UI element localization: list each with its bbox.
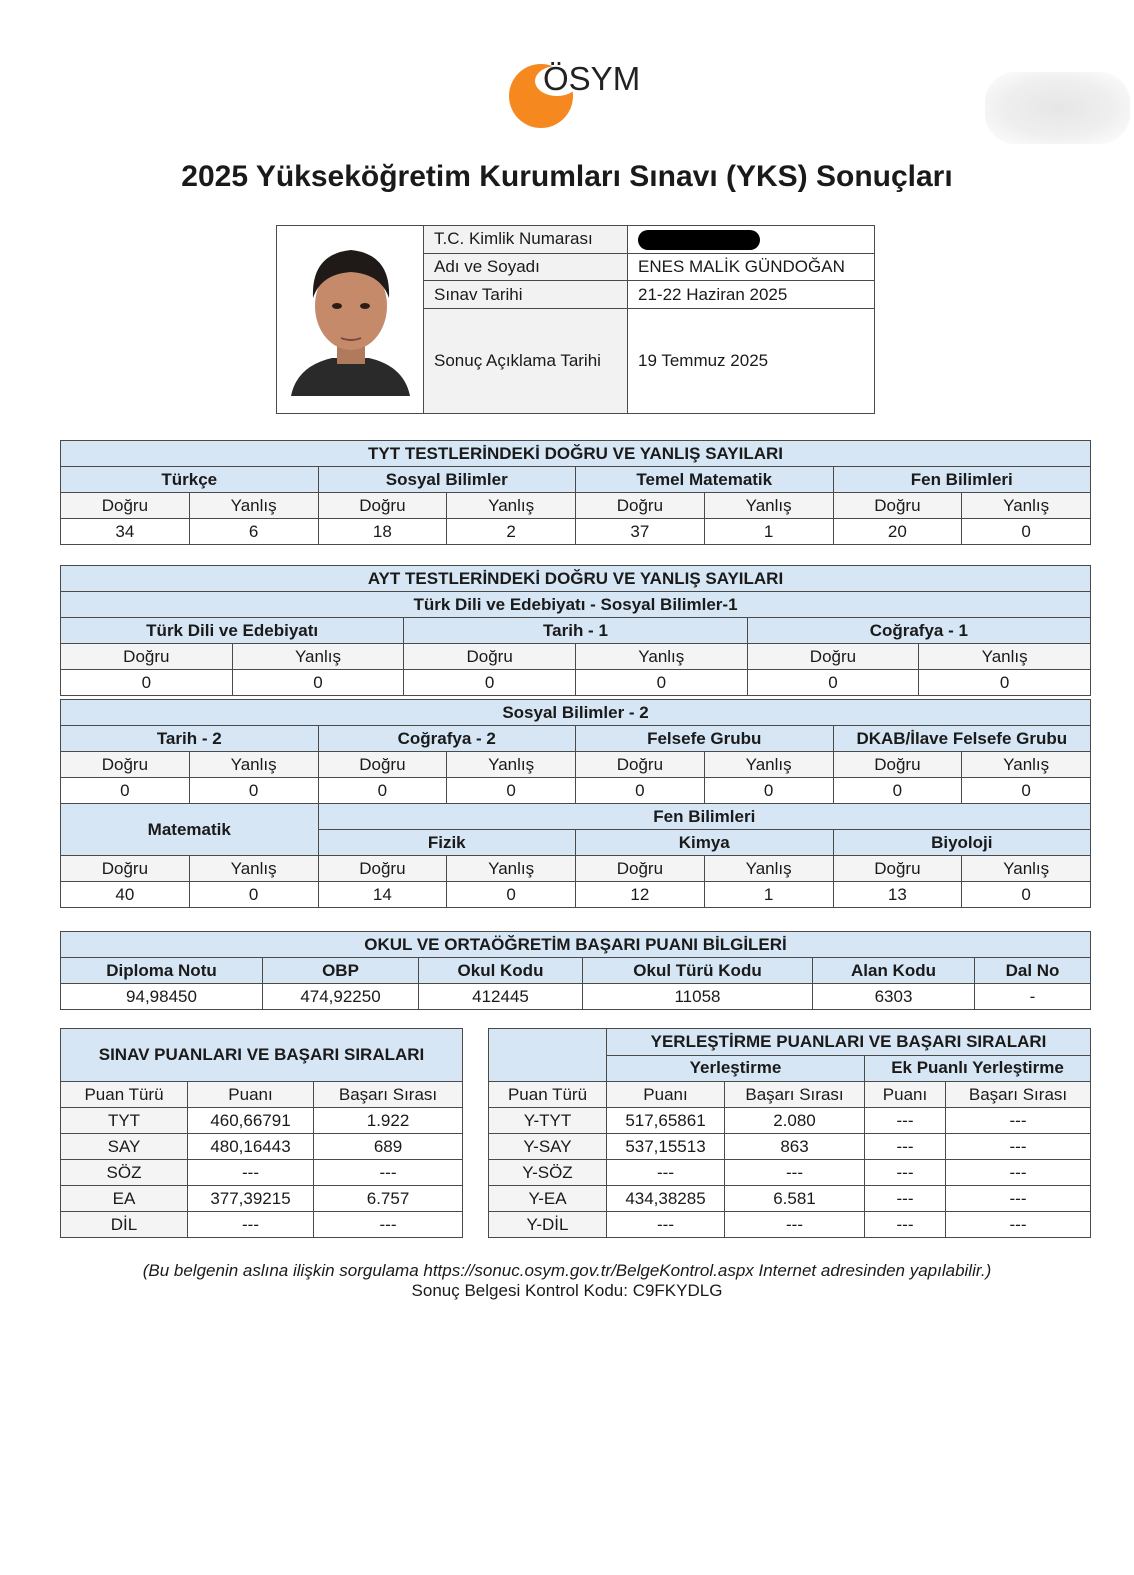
ayt-value: 14 <box>318 882 447 908</box>
yanlis-header: Yanlış <box>962 856 1091 882</box>
ayt-subject: Tarih - 1 <box>404 618 747 644</box>
yer-header: Başarı Sırası <box>725 1082 865 1108</box>
ayt-subject: Felsefe Grubu <box>576 726 834 752</box>
okul-title: OKUL VE ORTAÖĞRETİM BAŞARI PUANI BİLGİLERİ <box>61 932 1091 958</box>
yanlis-header: Yanlış <box>447 856 576 882</box>
tyt-value: 34 <box>61 519 190 545</box>
dogru-header: Doğru <box>833 752 962 778</box>
puan-turu: DİL <box>61 1212 188 1238</box>
exam-date-value: 21-22 Haziran 2025 <box>628 281 875 309</box>
yer-header: Başarı Sırası <box>946 1082 1091 1108</box>
tyt-value: 1 <box>704 519 833 545</box>
dogru-header: Doğru <box>318 856 447 882</box>
puan-value: 517,65861 <box>607 1108 725 1134</box>
dogru-header: Doğru <box>61 644 233 670</box>
okul-header: Alan Kodu <box>813 958 975 984</box>
sira-value: --- <box>314 1212 463 1238</box>
yerlestirme-table <box>488 1028 1091 1238</box>
tc-label: T.C. Kimlik Numarası <box>424 226 628 254</box>
ayt-value: 0 <box>447 778 576 804</box>
tyt-value: 37 <box>576 519 705 545</box>
okul-value: 11058 <box>583 984 813 1010</box>
puan-turu: TYT <box>61 1108 188 1134</box>
okul-header: Okul Türü Kodu <box>583 958 813 984</box>
ek-sira-value: --- <box>946 1108 1091 1134</box>
puan-turu: Y-TYT <box>489 1108 607 1134</box>
puan-value: 480,16443 <box>188 1134 314 1160</box>
name-value: ENES MALİK GÜNDOĞAN <box>628 253 875 281</box>
tyt-title: TYT TESTLERİNDEKİ DOĞRU VE YANLIŞ SAYILARI <box>61 441 1091 467</box>
okul-header: Okul Kodu <box>419 958 583 984</box>
tyt-subject: Türkçe <box>61 467 319 493</box>
dogru-header: Doğru <box>747 644 919 670</box>
dogru-header: Doğru <box>61 493 190 519</box>
okul-value: 412445 <box>419 984 583 1010</box>
dogru-header: Doğru <box>61 856 190 882</box>
sinav-header: Başarı Sırası <box>314 1082 463 1108</box>
ayt-value: 0 <box>575 670 747 696</box>
candidate-photo <box>277 226 424 414</box>
puan-turu: Y-SÖZ <box>489 1160 607 1186</box>
ayt-subject: Biyoloji <box>833 830 1091 856</box>
yer-header: Puanı <box>865 1082 946 1108</box>
okul-value: - <box>975 984 1091 1010</box>
puan-turu: EA <box>61 1186 188 1212</box>
dogru-header: Doğru <box>833 856 962 882</box>
ayt-value: 1 <box>704 882 833 908</box>
dogru-header: Doğru <box>576 752 705 778</box>
osym-logo <box>505 60 655 132</box>
name-label: Adı ve Soyadı <box>424 253 628 281</box>
ek-sira-value: --- <box>946 1134 1091 1160</box>
result-date-label: Sonuç Açıklama Tarihi <box>424 308 628 413</box>
sinav-header: Puan Türü <box>61 1082 188 1108</box>
candidate-info-table <box>276 225 875 414</box>
yanlis-header: Yanlış <box>704 856 833 882</box>
ek-sira-value: --- <box>946 1212 1091 1238</box>
dogru-header: Doğru <box>576 856 705 882</box>
puan-value: --- <box>607 1212 725 1238</box>
ayt-fen-title: Fen Bilimleri <box>318 804 1091 830</box>
ayt-value: 12 <box>576 882 705 908</box>
logo-text: ÖSYM <box>543 60 641 97</box>
yanlis-header: Yanlış <box>962 493 1091 519</box>
puan-value: 460,66791 <box>188 1108 314 1134</box>
yerlestirme-title: YERLEŞTİRME PUANLARI VE BAŞARI SIRALARI <box>607 1029 1091 1056</box>
redacted-id <box>638 230 760 250</box>
yanlis-header: Yanlış <box>447 752 576 778</box>
ek-sira-value: --- <box>946 1186 1091 1212</box>
sira-value: 6.581 <box>725 1186 865 1212</box>
dogru-header: Doğru <box>576 493 705 519</box>
sira-value: 689 <box>314 1134 463 1160</box>
sira-value: --- <box>725 1212 865 1238</box>
ayt-value: 0 <box>919 670 1091 696</box>
ayt-group1-title: Türk Dili ve Edebiyatı - Sosyal Bilimler-1 <box>61 592 1091 618</box>
yanlis-header: Yanlış <box>232 644 404 670</box>
ayt-table-group1 <box>60 565 1091 696</box>
ek-sira-value: --- <box>946 1160 1091 1186</box>
footer <box>0 1261 1134 1301</box>
tyt-value: 20 <box>833 519 962 545</box>
puan-turu: Y-EA <box>489 1186 607 1212</box>
ayt-value: 40 <box>61 882 190 908</box>
puan-value: --- <box>607 1160 725 1186</box>
ayt-subject: Tarih - 2 <box>61 726 319 752</box>
yanlis-header: Yanlış <box>189 493 318 519</box>
ayt-value: 0 <box>576 778 705 804</box>
ayt-value: 0 <box>962 778 1091 804</box>
ek-puan-value: --- <box>865 1212 946 1238</box>
dogru-header: Doğru <box>318 752 447 778</box>
yanlis-header: Yanlış <box>447 493 576 519</box>
yanlis-header: Yanlış <box>189 856 318 882</box>
ayt-value: 0 <box>232 670 404 696</box>
sira-value: 863 <box>725 1134 865 1160</box>
ayt-value: 0 <box>318 778 447 804</box>
ayt-value: 0 <box>704 778 833 804</box>
ayt-value: 0 <box>61 670 233 696</box>
puan-value: --- <box>188 1160 314 1186</box>
tyt-subject: Temel Matematik <box>576 467 834 493</box>
dogru-header: Doğru <box>318 493 447 519</box>
yanlis-header: Yanlış <box>575 644 747 670</box>
yerlestirme-sub: Yerleştirme <box>607 1055 865 1082</box>
sira-value: --- <box>314 1160 463 1186</box>
okul-header: Dal No <box>975 958 1091 984</box>
puan-turu: SAY <box>61 1134 188 1160</box>
puan-value: 537,15513 <box>607 1134 725 1160</box>
sira-value: 2.080 <box>725 1108 865 1134</box>
ayt-subject: Coğrafya - 1 <box>747 618 1090 644</box>
okul-table <box>60 931 1091 1010</box>
ayt-subject: Coğrafya - 2 <box>318 726 576 752</box>
yer-header: Puanı <box>607 1082 725 1108</box>
puan-value: 377,39215 <box>188 1186 314 1212</box>
yerlestirme-corner <box>489 1029 607 1082</box>
ayt-value: 0 <box>962 882 1091 908</box>
yanlis-header: Yanlış <box>189 752 318 778</box>
okul-value: 6303 <box>813 984 975 1010</box>
dogru-header: Doğru <box>61 752 190 778</box>
sinav-puan-table <box>60 1028 463 1238</box>
okul-header: Diploma Notu <box>61 958 263 984</box>
exam-date-label: Sınav Tarihi <box>424 281 628 309</box>
puan-value: --- <box>188 1212 314 1238</box>
control-code: Sonuç Belgesi Kontrol Kodu: C9FKYDLG <box>411 1281 723 1300</box>
okul-header: OBP <box>263 958 419 984</box>
blurred-area <box>985 72 1130 144</box>
portrait-image <box>277 226 424 408</box>
ayt-value: 0 <box>189 778 318 804</box>
sira-value: --- <box>725 1160 865 1186</box>
puan-value: 434,38285 <box>607 1186 725 1212</box>
tyt-value: 18 <box>318 519 447 545</box>
okul-value: 474,92250 <box>263 984 419 1010</box>
ayt-value: 13 <box>833 882 962 908</box>
yanlis-header: Yanlış <box>704 493 833 519</box>
tyt-value: 2 <box>447 519 576 545</box>
tc-value <box>628 226 875 254</box>
ayt-subject: DKAB/İlave Felsefe Grubu <box>833 726 1091 752</box>
ayt-group2-title: Sosyal Bilimler - 2 <box>61 700 1091 726</box>
ek-puanli-sub: Ek Puanlı Yerleştirme <box>865 1055 1091 1082</box>
footer-note: (Bu belgenin aslına ilişkin sorgulama https://sonuc.osym.gov.tr/BelgeKontrol.aspx Internet adresinden yapılabilir.) <box>142 1261 992 1280</box>
sinav-header: Puanı <box>188 1082 314 1108</box>
ek-puan-value: --- <box>865 1134 946 1160</box>
tyt-subject: Sosyal Bilimler <box>318 467 576 493</box>
ayt-subject: Fizik <box>318 830 576 856</box>
puan-turu: Y-DİL <box>489 1212 607 1238</box>
yanlis-header: Yanlış <box>919 644 1091 670</box>
ayt-title: AYT TESTLERİNDEKİ DOĞRU VE YANLIŞ SAYILARI <box>61 566 1091 592</box>
yanlis-header: Yanlış <box>704 752 833 778</box>
dogru-header: Doğru <box>833 493 962 519</box>
yer-header: Puan Türü <box>489 1082 607 1108</box>
ayt-value: 0 <box>189 882 318 908</box>
ayt-subject: Türk Dili ve Edebiyatı <box>61 618 404 644</box>
ayt-value: 0 <box>61 778 190 804</box>
ek-puan-value: --- <box>865 1108 946 1134</box>
tyt-table <box>60 440 1091 545</box>
ayt-math-title: Matematik <box>61 804 319 856</box>
page-title: 2025 Yükseköğretim Kurumları Sınavı (YKS) Sonuçları <box>181 160 953 193</box>
ek-puan-value: --- <box>865 1186 946 1212</box>
result-date-value: 19 Temmuz 2025 <box>628 308 875 413</box>
dogru-header: Doğru <box>404 644 576 670</box>
sira-value: 1.922 <box>314 1108 463 1134</box>
tyt-subject: Fen Bilimleri <box>833 467 1091 493</box>
ayt-value: 0 <box>447 882 576 908</box>
ek-puan-value: --- <box>865 1160 946 1186</box>
ayt-value: 0 <box>404 670 576 696</box>
ayt-value: 0 <box>747 670 919 696</box>
ayt-value: 0 <box>833 778 962 804</box>
tyt-value: 0 <box>962 519 1091 545</box>
puan-turu: Y-SAY <box>489 1134 607 1160</box>
sinav-puan-title: SINAV PUANLARI VE BAŞARI SIRALARI <box>61 1029 463 1082</box>
ayt-subject: Kimya <box>576 830 834 856</box>
sira-value: 6.757 <box>314 1186 463 1212</box>
puan-turu: SÖZ <box>61 1160 188 1186</box>
ayt-table-group2 <box>60 699 1091 908</box>
yanlis-header: Yanlış <box>962 752 1091 778</box>
okul-value: 94,98450 <box>61 984 263 1010</box>
tyt-value: 6 <box>189 519 318 545</box>
